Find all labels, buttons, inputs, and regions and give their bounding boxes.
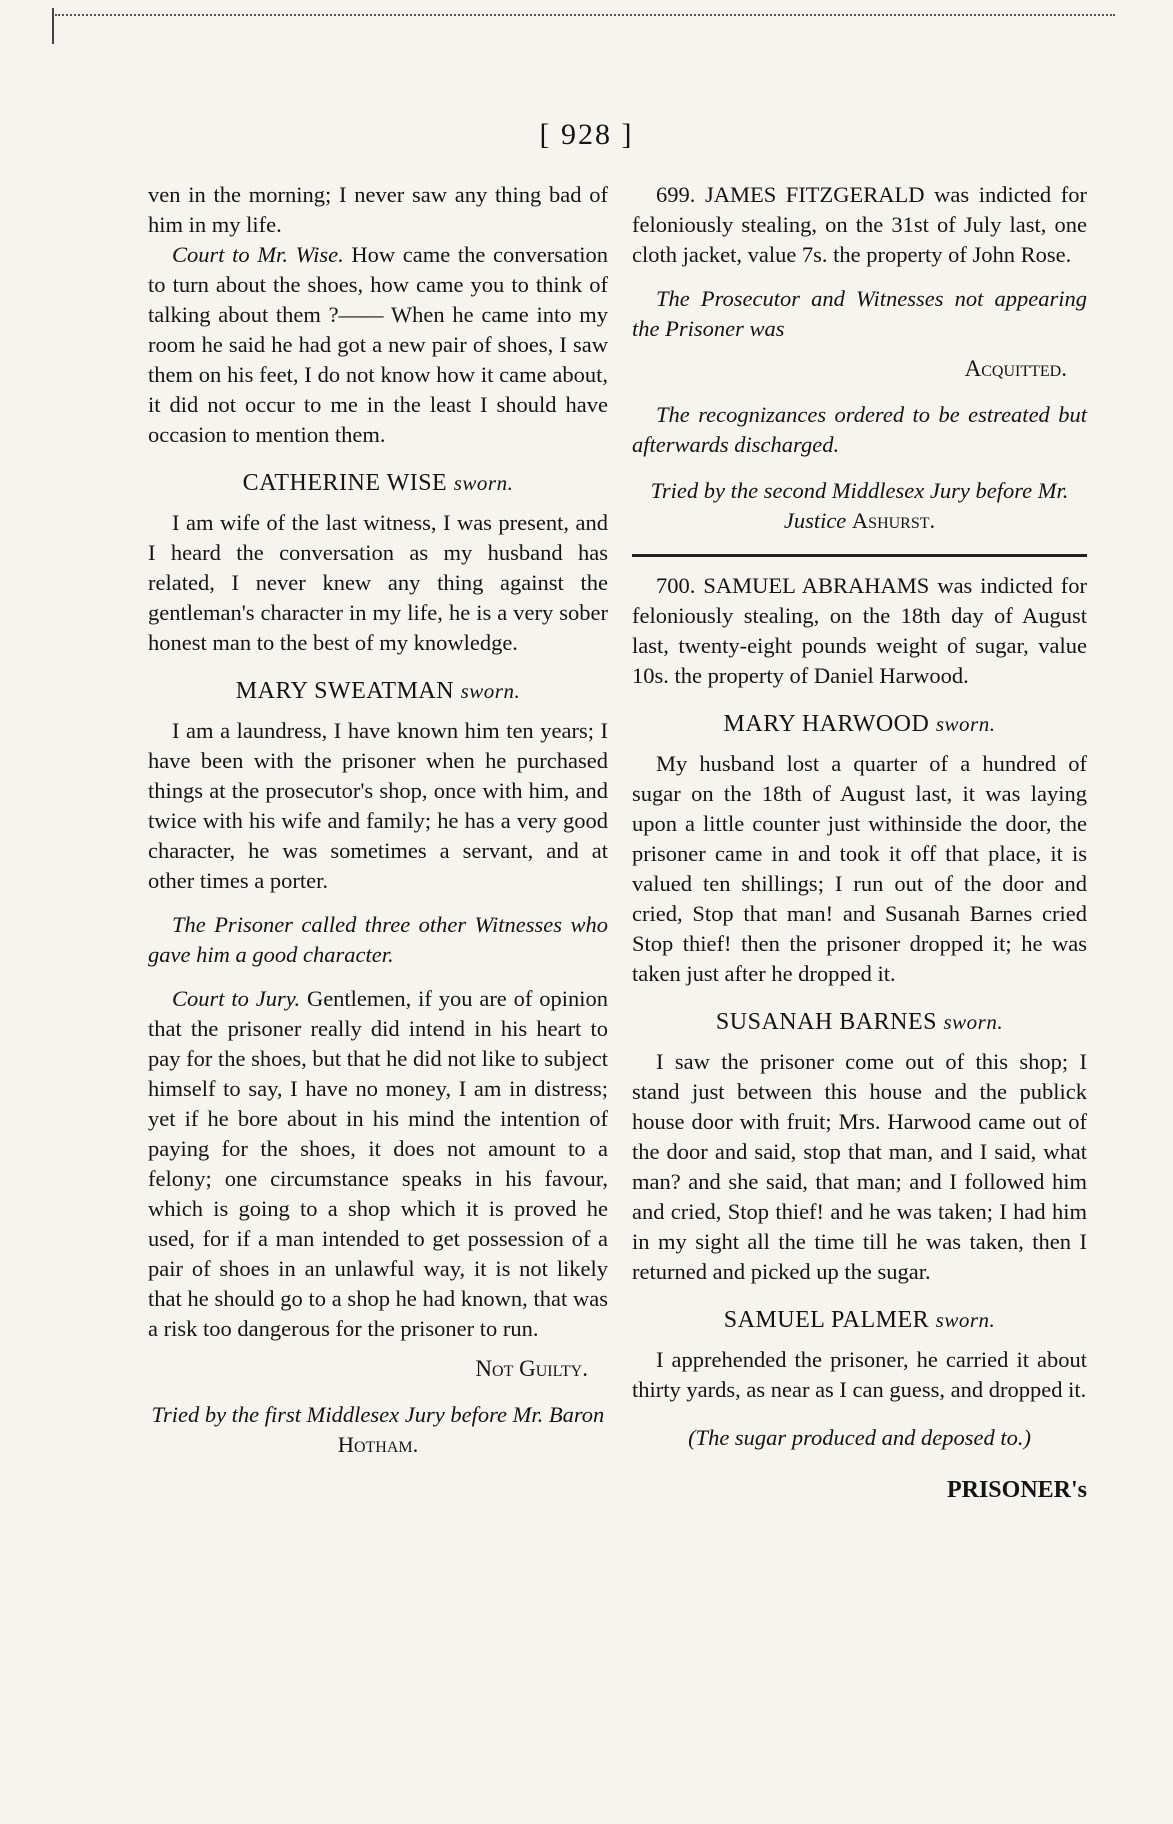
top-border-line (55, 14, 1115, 20)
case-text: was indicted for feloniously stealing, on the 18th day of August last, twenty-eight pounds weight of sugar, value 10s. the property of Daniel Harwood. (632, 573, 1087, 688)
paragraph-testimony: I am wife of the last witness, I was present, and I heard the conversation as my husband has related, I never knew any thing against the gentleman's character in my life, he is a very sober honest man to the best of my knowledge. (148, 510, 608, 655)
judge-name: Hotham. (337, 1432, 419, 1457)
case-number: 700. (656, 573, 696, 598)
defendant-name: SAMUEL ABRAHAMS (703, 573, 930, 598)
paragraph-text: How came the conversation to turn about the shoes, how came you to think of talking about them ?—— When he came into my room he said he had got a new pair of shoes, I saw them on his feet, I do not know how it came about, it did not occur to me in the least I should have occasion to mention them. (148, 242, 608, 447)
paragraph-note: The Prosecutor and Witnesses not appearing the Prisoner was (632, 286, 1087, 341)
tried-by-text: Tried by the second Middlesex Jury before Mr. Justice (650, 478, 1069, 533)
witness-heading-samuel-palmer (632, 1305, 1087, 1335)
witness-name: CATHERINE WISE (242, 470, 448, 496)
case-text: was indicted for feloniously stealing, on the 31st of July last, one cloth jacket, value 7s. the property of John Rose. (632, 182, 1087, 267)
sworn-label: sworn. (943, 1010, 1004, 1034)
paragraph-testimony: I apprehended the prisoner, he carried it about thirty yards, as near as I can guess, and dropped it. (632, 1347, 1087, 1402)
sworn-label: sworn. (935, 712, 996, 736)
witness-name: SUSANAH BARNES (715, 1009, 937, 1035)
judge-name: Ashurst. (851, 508, 936, 533)
paragraph-testimony: I am a laundress, I have known him ten years; I have been with the prisoner when he purchased things at the prosecutor's shop, once with him, and twice with his wife and family; he has a very good character, he was sometimes a servant, and at other times a porter. (148, 718, 608, 893)
left-margin-mark (52, 8, 54, 44)
sworn-label: sworn. (935, 1308, 996, 1332)
section-divider (632, 554, 1087, 557)
paragraph-court-to-jury (148, 984, 608, 1344)
paragraph-note: The Prisoner called three other Witnesses who gave him a good character. (148, 912, 608, 967)
paragraph-text: Gentlemen, if you are of opinion that the prisoner really did intend in his heart to pay for the shoes, but that he did not like to subject himself to say, I have no money, I am in distress; yet if he bore about in his mind the intention of paying for the shoes, it does not amount to a felony; one circumstance speaks in his favour, which is going to a shop which it is proved he used, for if a man intended to get possession of a pair of shoes in an unlawful way, it is not likely that he should go to a shop he had known, that was a risk too dangerous for the prisoner to run. (148, 986, 608, 1341)
witness-name: MARY HARWOOD (723, 711, 930, 737)
tried-by-text: Tried by the first Middlesex Jury before Mr. Baron (151, 1402, 605, 1427)
witness-heading-susanah-barnes (632, 1007, 1087, 1037)
paragraph-court-to-wise (148, 240, 608, 450)
speaker-label: Court to Jury. (172, 986, 301, 1011)
paragraph-testimony: I saw the prisoner come out of this shop; I stand just between this house and the publick house door with fruit; Mrs. Harwood came out of the door and said, stop that man, and I said, what man? and she said, that man; and I followed him and cried, Stop thief! and he was taken; I had him in my sight all the time till he was taken, then I returned and picked up the sugar. (632, 1049, 1087, 1284)
witness-name: MARY SWEATMAN (235, 678, 455, 704)
speaker-label: Court to Mr. Wise. (172, 242, 344, 267)
sworn-label: sworn. (460, 679, 521, 703)
case-paragraph-699 (632, 180, 1087, 270)
paragraph-continuation: ven in the morning; I never saw any thing bad of him in my life. (148, 182, 608, 237)
case-paragraph-700 (632, 571, 1087, 691)
page-number: [ 928 ] (539, 118, 634, 151)
sworn-label: sworn. (453, 471, 514, 495)
left-column (148, 180, 608, 1460)
catchword: PRISONER's (946, 1477, 1087, 1503)
paragraph-testimony: My husband lost a quarter of a hundred of sugar on the 18th of August last, it was laying upon a little counter just withinside the door, the prisoner came in and took it off that place, it is valued ten shillings; I run out of the door and cried, Stop that man! and Susanah Barnes cried Stop thief! then the prisoner dropped it; he was taken just after he dropped it. (632, 751, 1087, 986)
defendant-name: JAMES FITZGERALD (704, 182, 925, 207)
paragraph-note: (The sugar produced and deposed to.) (688, 1425, 1031, 1450)
witness-heading-mary-sweatman (148, 676, 608, 706)
tried-by-line (632, 476, 1087, 536)
witness-heading-catherine-wise (148, 468, 608, 498)
witness-name: SAMUEL PALMER (723, 1307, 930, 1333)
tried-by-line (148, 1400, 608, 1460)
paragraph-note: The recognizances ordered to be estreated but afterwards discharged. (632, 402, 1087, 457)
verdict: Acquitted. (964, 356, 1067, 381)
verdict: Not Guilty. (475, 1356, 588, 1381)
witness-heading-mary-harwood (632, 709, 1087, 739)
right-column (632, 180, 1087, 1505)
case-number: 699. (656, 182, 696, 207)
